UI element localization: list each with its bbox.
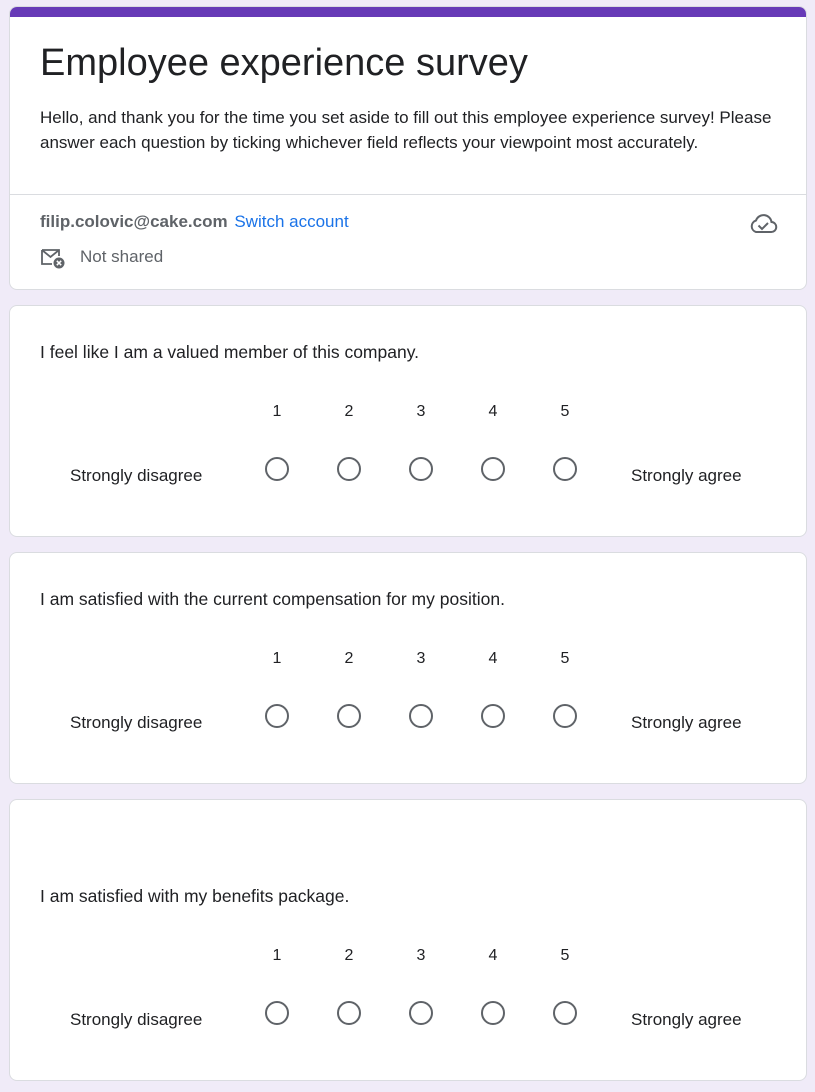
scale-number: 5 xyxy=(560,650,570,667)
scale-number: 4 xyxy=(488,947,498,964)
scale-number: 5 xyxy=(560,947,570,964)
radio-option-3[interactable] xyxy=(409,1001,433,1025)
form-description: Hello, and thank you for the time you set aside to fill out this employee experience survey! Please answer each question by ticking whichever field reflects your viewpoint most accurately. xyxy=(40,108,772,152)
scale-low-label: Strongly disagree xyxy=(70,713,203,732)
not-shared-row xyxy=(40,245,163,269)
radio-option-1[interactable] xyxy=(265,457,289,481)
scale-number: 3 xyxy=(416,403,426,420)
radio-option-2[interactable] xyxy=(337,1001,361,1025)
scale-low-label: Strongly disagree xyxy=(70,1010,203,1029)
scale-number: 1 xyxy=(272,650,282,667)
scale-number: 5 xyxy=(560,403,570,420)
radio-option-3[interactable] xyxy=(409,457,433,481)
form-header-card xyxy=(9,6,807,290)
radio-option-2[interactable] xyxy=(337,704,361,728)
radio-option-5[interactable] xyxy=(553,1001,577,1025)
scale-low-label: Strongly disagree xyxy=(70,466,203,485)
radio-option-1[interactable] xyxy=(265,1001,289,1025)
question-title: I am satisfied with the current compensation for my position. xyxy=(40,589,505,609)
scale-number: 1 xyxy=(272,403,282,420)
scale-high-label: Strongly agree xyxy=(631,1010,742,1029)
question-title: I am satisfied with my benefits package. xyxy=(40,886,350,906)
question-title: I feel like I am a valued member of this company. xyxy=(40,342,420,362)
account-row xyxy=(40,211,349,233)
scale-number: 1 xyxy=(272,947,282,964)
radio-option-3[interactable] xyxy=(409,704,433,728)
mail-not-shared-icon xyxy=(40,245,66,269)
scale-number: 2 xyxy=(344,947,354,964)
scale-high-label: Strongly agree xyxy=(631,466,742,485)
not-shared-label: Not shared xyxy=(80,247,164,266)
radio-option-1[interactable] xyxy=(265,704,289,728)
radio-option-4[interactable] xyxy=(481,1001,505,1025)
switch-account-link[interactable]: Switch account xyxy=(234,212,349,231)
scale-number: 3 xyxy=(416,650,426,667)
question-card xyxy=(9,552,807,784)
scale-number: 3 xyxy=(416,947,426,964)
scale-number: 2 xyxy=(344,650,354,667)
scale-high-label: Strongly agree xyxy=(631,713,742,732)
scale-number: 2 xyxy=(344,403,354,420)
scale-number: 4 xyxy=(488,650,498,667)
radio-option-4[interactable] xyxy=(481,457,505,481)
scale-number: 4 xyxy=(488,403,498,420)
header-divider xyxy=(10,194,806,195)
radio-option-5[interactable] xyxy=(553,704,577,728)
header-accent-bar xyxy=(9,6,807,17)
radio-option-5[interactable] xyxy=(553,457,577,481)
form-title: Employee experience survey xyxy=(40,42,528,84)
cloud-saved-icon xyxy=(748,211,778,237)
radio-option-2[interactable] xyxy=(337,457,361,481)
question-card xyxy=(9,305,807,537)
account-email: filip.colovic@cake.com xyxy=(40,212,228,231)
question-card xyxy=(9,799,807,1081)
radio-option-4[interactable] xyxy=(481,704,505,728)
